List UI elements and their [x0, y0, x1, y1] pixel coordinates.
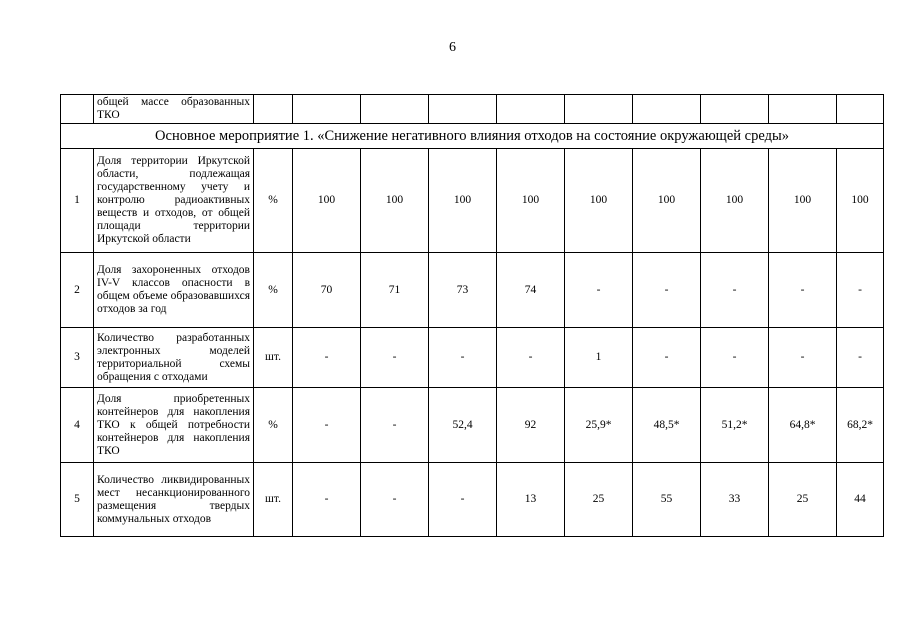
value-cell: - — [293, 388, 361, 463]
row-unit: % — [254, 388, 293, 463]
row-unit: % — [254, 149, 293, 253]
section-title: Основное мероприятие 1. «Снижение негативного влияния отходов на состояние окружающей среды» — [61, 124, 884, 149]
indicators-table — [60, 94, 884, 537]
value-cell: - — [361, 463, 429, 537]
row-description: Доля территории Иркутской области, подлежащая государственному учету и контролю радиоактивных веществ и отходов, от общей площади территории Иркутской области — [94, 149, 254, 253]
value-cell: 92 — [497, 388, 565, 463]
value-cell: 100 — [701, 149, 769, 253]
value-cell: - — [633, 253, 701, 328]
value-cell: 25,9* — [565, 388, 633, 463]
value-cell: - — [633, 328, 701, 388]
value-cell: 13 — [497, 463, 565, 537]
row-description: общей массе образованных ТКО — [94, 95, 254, 124]
row-description: Количество разработанных электронных моделей территориальной схемы обращения с отходами — [94, 328, 254, 388]
row-number — [61, 95, 94, 124]
table-row — [61, 149, 884, 253]
section-row — [61, 124, 884, 149]
value-cell: 100 — [633, 149, 701, 253]
value-cell: 1 — [565, 328, 633, 388]
row-unit: шт. — [254, 328, 293, 388]
table-row — [61, 253, 884, 328]
value-cell: - — [701, 328, 769, 388]
value-cell: 48,5* — [633, 388, 701, 463]
value-cell: 33 — [701, 463, 769, 537]
table-row — [61, 388, 884, 463]
row-unit: % — [254, 253, 293, 328]
value-cell: 71 — [361, 253, 429, 328]
row-description: Доля захороненных отходов IV-V классов опасности в общем объеме образовавшихся отходов за год — [94, 253, 254, 328]
value-cell — [769, 95, 837, 124]
value-cell — [361, 95, 429, 124]
value-cell: - — [429, 463, 497, 537]
row-number: 4 — [61, 388, 94, 463]
value-cell: 44 — [837, 463, 884, 537]
value-cell: 73 — [429, 253, 497, 328]
row-unit — [254, 95, 293, 124]
value-cell: - — [361, 328, 429, 388]
value-cell: 100 — [837, 149, 884, 253]
value-cell: 100 — [769, 149, 837, 253]
value-cell: 25 — [565, 463, 633, 537]
value-cell — [633, 95, 701, 124]
row-unit: шт. — [254, 463, 293, 537]
value-cell: 68,2* — [837, 388, 884, 463]
value-cell: 100 — [429, 149, 497, 253]
value-cell: - — [361, 388, 429, 463]
value-cell: - — [769, 253, 837, 328]
continuation-row — [61, 95, 884, 124]
table-row — [61, 328, 884, 388]
value-cell — [429, 95, 497, 124]
row-number: 1 — [61, 149, 94, 253]
value-cell: 100 — [361, 149, 429, 253]
value-cell: 100 — [497, 149, 565, 253]
value-cell: - — [701, 253, 769, 328]
value-cell — [293, 95, 361, 124]
value-cell — [565, 95, 633, 124]
value-cell: 100 — [293, 149, 361, 253]
value-cell: - — [837, 328, 884, 388]
value-cell: 25 — [769, 463, 837, 537]
value-cell: - — [565, 253, 633, 328]
row-description: Количество ликвидированных мест несанкционированного размещения твердых коммунальных отходов — [94, 463, 254, 537]
value-cell: - — [293, 328, 361, 388]
value-cell: - — [429, 328, 497, 388]
value-cell: - — [497, 328, 565, 388]
page-number: 6 — [449, 40, 456, 55]
row-description: Доля приобретенных контейнеров для накопления ТКО к общей потребности контейнеров для накопления ТКО — [94, 388, 254, 463]
row-number: 3 — [61, 328, 94, 388]
value-cell: 64,8* — [769, 388, 837, 463]
value-cell: 70 — [293, 253, 361, 328]
row-number: 2 — [61, 253, 94, 328]
table-row — [61, 463, 884, 537]
row-number: 5 — [61, 463, 94, 537]
value-cell: - — [293, 463, 361, 537]
value-cell — [497, 95, 565, 124]
value-cell — [701, 95, 769, 124]
value-cell: 100 — [565, 149, 633, 253]
value-cell: 55 — [633, 463, 701, 537]
value-cell: 52,4 — [429, 388, 497, 463]
value-cell: 74 — [497, 253, 565, 328]
value-cell: 51,2* — [701, 388, 769, 463]
value-cell: - — [837, 253, 884, 328]
value-cell — [837, 95, 884, 124]
value-cell: - — [769, 328, 837, 388]
